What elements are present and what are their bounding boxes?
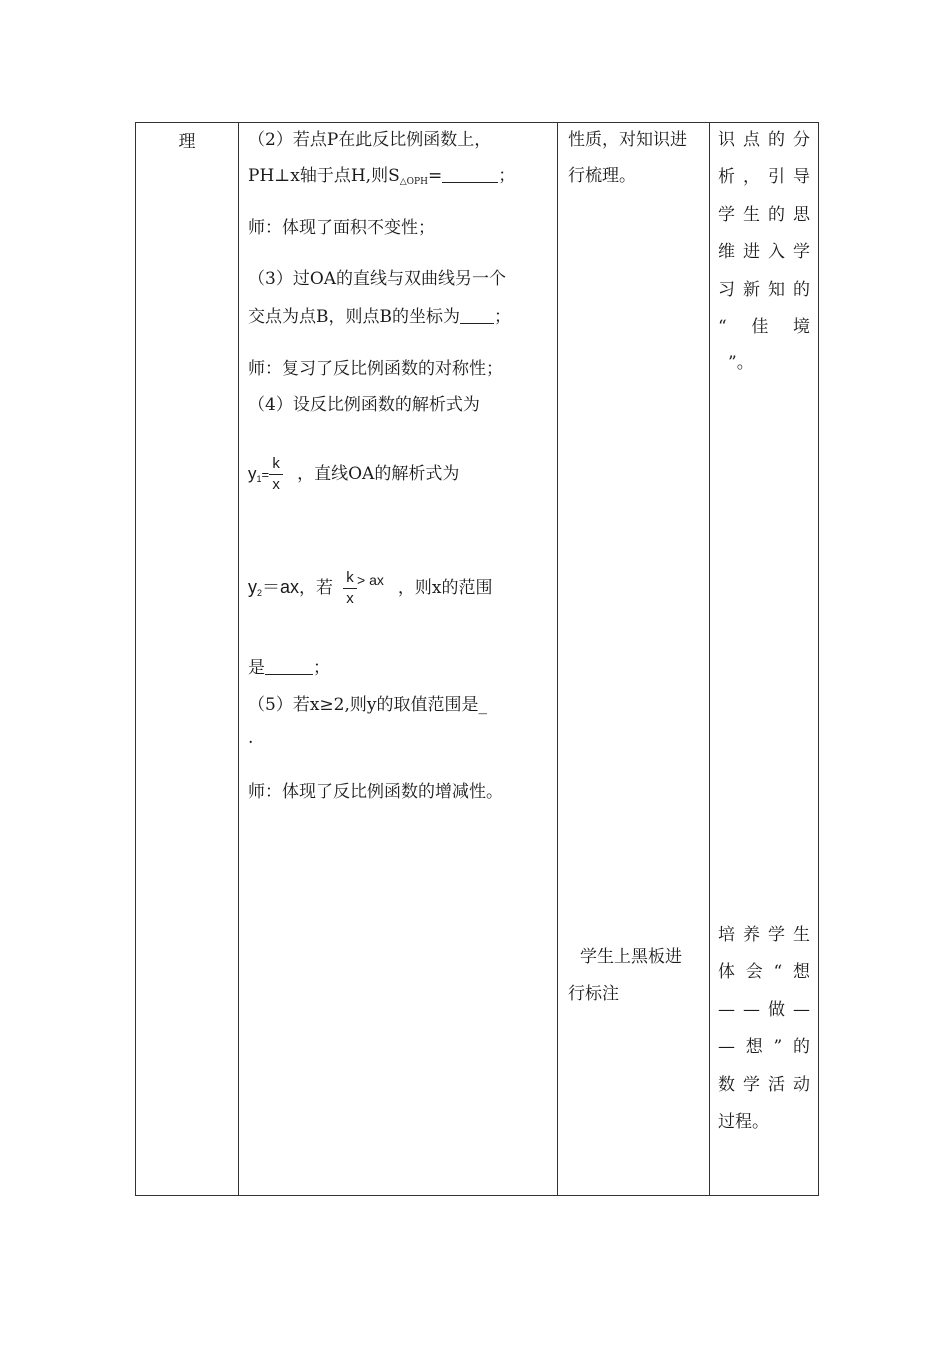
answer-blank [460,307,494,324]
y2-subscript: 2 [257,588,263,598]
teacher-note-3: 师：体现了反比例函数的增减性。 [248,782,503,802]
question-4-line-2 [248,455,459,494]
intent-line: — 想 ” 的 [718,1037,810,1057]
q4-if: ，若 [299,578,334,598]
intent-line: 体 会 “ 想 [718,962,810,982]
y1-var: y [248,464,257,483]
fraction-k-over-x [343,569,357,608]
q3-end: ； [494,307,511,327]
equals-sign: = [261,467,270,482]
intent-line: 培 养 学 生 [718,925,810,945]
q4-is: 是 [248,658,265,678]
area-subscript: △OPH [399,177,428,187]
intent-line: 学 生 的 思 [718,205,810,225]
inequality-right: > ax [357,572,384,588]
fraction-denominator: x [346,590,354,607]
question-4-line-1: （4）设反比例函数的解析式为 [248,395,480,415]
student-activity-top-2: 行梳理。 [568,166,636,186]
y2-expression: ＝ax [262,577,300,597]
student-activity-bottom-1: 学生上黑板进 [580,947,682,967]
y2-var: y [248,577,257,597]
question-2-line-1: （2）若点P在此反比例函数上， [248,130,492,150]
question-5-line-1: （5）若x≥2,则y的取值范围是_ [248,695,487,715]
q2-equals: = [427,166,443,186]
q4-end: ； [313,658,330,678]
intent-line: 维 进 入 学 [718,242,810,262]
intent-line: 过程。 [718,1112,769,1132]
column-divider [557,123,558,1195]
question-4-line-3 [248,569,492,608]
student-activity-top-1: 性质，对知识进 [568,130,687,150]
question-2-line-2 [248,165,515,193]
q3-text: 交点为点B，则点B的坐标为 [248,307,460,327]
fraction-bar [269,474,283,475]
design-intent-bottom [718,924,812,1133]
q2-text: PH⊥x轴于点H,则S [248,166,400,186]
intent-line: 数 学 活 动 [718,1075,810,1095]
question-3-line-1: （3）过OA的直线与双曲线另一个 [248,269,507,289]
intent-line: — — 做 — [718,1000,810,1020]
q4-range-text: ，则x的范围 [397,578,493,598]
column-divider [709,123,710,1195]
answer-blank [265,658,313,675]
intent-line: ”。 [728,353,754,373]
q4-line-text: ，直线OA的解析式为 [297,464,460,484]
teacher-note-2: 师：复习了反比例函数的对称性； [248,359,503,379]
stage-label: 理 [178,132,196,152]
fraction-numerator: k [272,455,280,472]
fraction-denominator: x [272,476,280,493]
design-intent-top [718,129,812,374]
fraction-k-over-x [269,455,283,494]
question-4-line-4 [248,657,330,679]
intent-line: “ 佳 境 [718,317,810,337]
question-5-line-2: . [248,728,254,748]
column-divider [238,123,239,1195]
y1-subscript: 1 [256,474,262,484]
fraction-numerator: k [346,569,354,586]
intent-line: 析 ， 引 导 [718,167,810,187]
question-3-line-2 [248,306,511,328]
intent-line: 习 新 知 的 [718,280,810,300]
teacher-note-1: 师：体现了面积不变性； [248,218,435,238]
answer-blank [442,166,498,183]
student-activity-bottom-2: 行标注 [568,984,619,1004]
lesson-table [135,122,819,1196]
intent-line: 识 点 的 分 [718,130,810,150]
fraction-bar [343,588,357,589]
q2-end: ； [498,166,516,186]
